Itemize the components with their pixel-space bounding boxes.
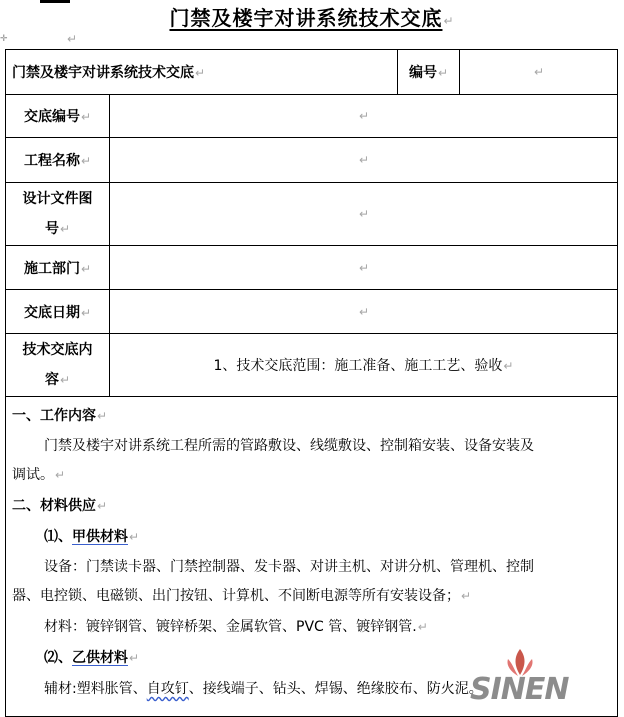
table-row — [6, 290, 618, 334]
watermark-logo — [470, 647, 610, 709]
equipment-text-cont: 器、电控锁、电磁锁、出门按钮、计算机、不间断电源等所有安装设备；↵ — [12, 588, 472, 604]
materials-text: 材料：镀锌钢管、镀锌桥架、金属软管、PVC 管、镀锌钢管.↵ — [44, 619, 428, 635]
row-label: 交底日期 — [23, 304, 80, 321]
table-row — [6, 183, 618, 246]
row-label: 工程名称 — [23, 153, 80, 169]
table-row — [6, 246, 618, 290]
paragraph-mark: ↵ — [59, 373, 71, 387]
table-row — [6, 334, 618, 397]
paragraph-mark: ↵ — [358, 207, 370, 221]
aux-materials-text: 辅材:塑料胀管、自攻钉、接线端子、钻头、焊锡、绝缘胶布、防火泥。 — [44, 681, 483, 697]
paragraph-mark: ↵ — [80, 154, 92, 168]
number-label: 编号 — [408, 65, 437, 81]
paragraph-mark: ↵ — [358, 260, 370, 275]
row-label-cell — [6, 334, 110, 397]
paragraph-mark: ↵ — [80, 305, 92, 320]
paragraph-mark: ↵ — [195, 66, 206, 80]
number-value-cell[interactable] — [460, 50, 618, 95]
row-label-line2: 容 — [44, 372, 59, 388]
paragraph-mark: ↵ — [80, 261, 92, 276]
paragraph-mark: ↵ — [443, 14, 455, 28]
section-text-cont: 调试。↵ — [12, 467, 66, 483]
paragraph-mark: ↵ — [358, 153, 370, 167]
disclosure-scope: 1、技术交底范围：施工准备、施工工艺、验收 — [213, 358, 503, 374]
row-label-line1: 技术交底内 — [22, 342, 93, 358]
paragraph-mark: ↵ — [80, 110, 92, 124]
disclosure-table — [5, 49, 618, 717]
document-title — [0, 2, 624, 31]
paragraph-mark: ↵ — [67, 32, 78, 46]
row-value-cell[interactable] — [110, 290, 618, 334]
subsection-heading: ⑵、乙供材料↵ — [44, 650, 140, 666]
table-row — [6, 138, 618, 183]
row-label: 施工部门 — [23, 260, 80, 277]
row-value-cell[interactable] — [110, 183, 618, 246]
row-label-cell — [6, 183, 110, 246]
header-title-cell — [6, 50, 398, 95]
paragraph-mark: ↵ — [358, 304, 370, 319]
row-value-cell[interactable] — [110, 246, 618, 290]
row-value-cell[interactable] — [110, 138, 618, 183]
header-title: 门禁及楼宇对讲系统技术交底 — [12, 65, 194, 81]
row-label-cell — [6, 138, 110, 183]
row-value-cell[interactable] — [110, 95, 618, 138]
paragraph-mark: ↵ — [59, 222, 71, 236]
paragraph-mark: ↵ — [358, 109, 370, 123]
section-text: 门禁及楼宇对讲系统工程所需的管路敷设、线缆敷设、控制箱安装、设备安装及 — [44, 438, 534, 454]
row-label-cell — [6, 246, 110, 290]
row-label-cell — [6, 290, 110, 334]
row-label-line2: 号 — [44, 221, 59, 237]
subsection-heading: ⑴、甲供材料↵ — [44, 529, 140, 545]
section-heading: 二、材料供应↵ — [12, 498, 108, 514]
paragraph-mark: ↵ — [533, 65, 545, 79]
header-row — [6, 50, 618, 95]
document-title-text: 门禁及楼宇对讲系统技术交底 — [169, 6, 443, 30]
table-row — [6, 95, 618, 138]
equipment-text: 设备：门禁读卡器、门禁控制器、发卡器、对讲主机、对讲分机、管理机、控制 — [44, 559, 534, 575]
row-value-cell[interactable] — [110, 334, 618, 397]
row-label-line1: 设计文件图 — [22, 191, 93, 207]
number-label-cell — [398, 50, 460, 95]
row-label-cell — [6, 95, 110, 138]
paragraph-mark: ↵ — [437, 66, 449, 80]
row-label: 交底编号 — [23, 109, 80, 125]
watermark-wordmark: SINEN — [470, 672, 569, 707]
paragraph-mark: ↵ — [503, 359, 514, 373]
section-heading: 一、工作内容↵ — [12, 408, 108, 424]
anchor-icon: ✛ — [0, 34, 8, 44]
